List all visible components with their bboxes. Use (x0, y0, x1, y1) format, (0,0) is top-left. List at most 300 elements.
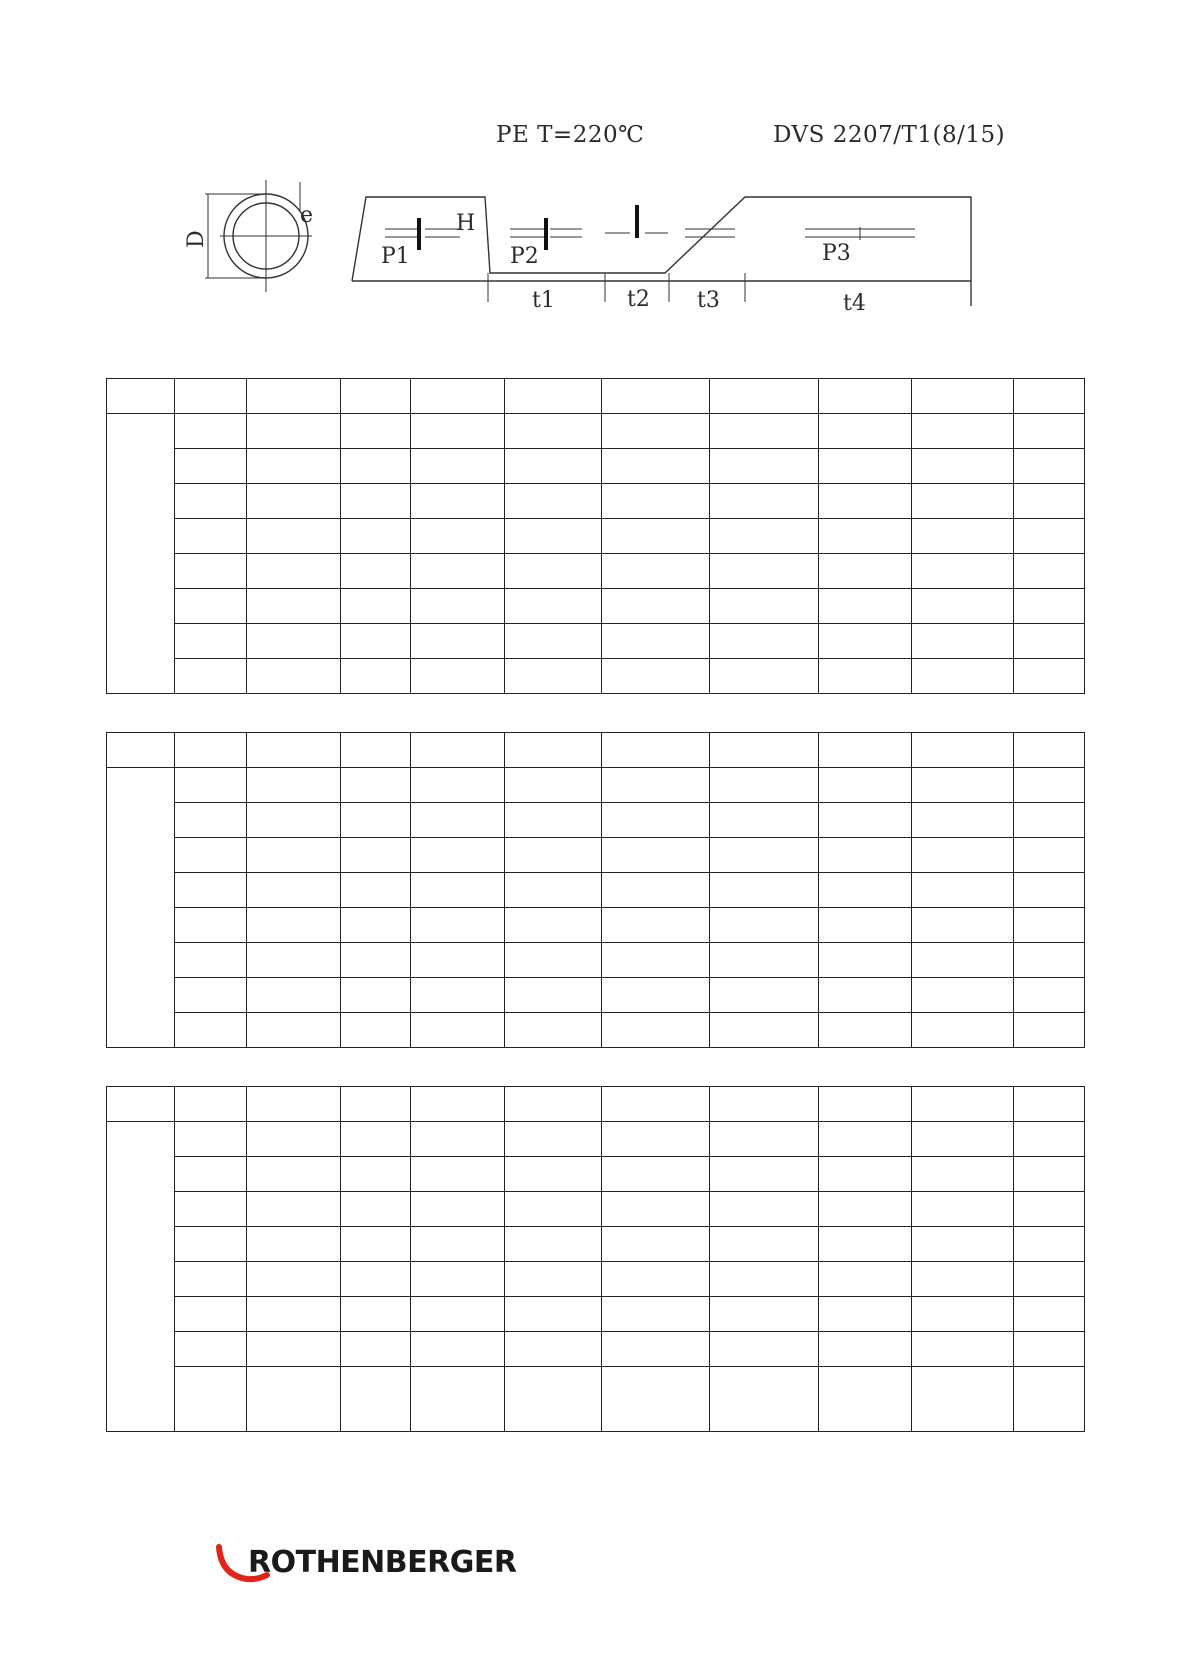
header-cell (912, 379, 1014, 414)
table-cell (602, 414, 710, 449)
header-cell (341, 379, 411, 414)
table-cell (710, 1332, 819, 1367)
t2-label: t2 (627, 287, 650, 312)
table-cell (1014, 589, 1085, 624)
table-cell (1014, 1227, 1085, 1262)
table-cell (175, 978, 247, 1013)
header-cell (710, 379, 819, 414)
table-cell (1014, 519, 1085, 554)
header-cell (107, 1087, 175, 1122)
table-cell (912, 1297, 1014, 1332)
table-row (107, 943, 1085, 978)
table-cell (175, 519, 247, 554)
table-cell (710, 659, 819, 694)
table-cell (1014, 838, 1085, 873)
table-cell (710, 978, 819, 1013)
table-cell (912, 943, 1014, 978)
table-row (107, 1332, 1085, 1367)
table-cell (710, 1122, 819, 1157)
table-cell (175, 624, 247, 659)
welding-diagram (0, 0, 1185, 330)
table-cell (505, 1157, 602, 1192)
table-cell (602, 589, 710, 624)
table-row (107, 589, 1085, 624)
table-cell (411, 1332, 505, 1367)
table-cell (819, 838, 912, 873)
table-cell (1014, 1262, 1085, 1297)
row-group-cell (107, 768, 175, 1048)
table-cell (411, 589, 505, 624)
table-cell (710, 1262, 819, 1297)
table-cell (341, 1013, 411, 1048)
table-cell (602, 1192, 710, 1227)
table-header-row (107, 379, 1085, 414)
table-cell (247, 1332, 341, 1367)
table-cell (710, 768, 819, 803)
table-cell (341, 1227, 411, 1262)
table-cell (819, 873, 912, 908)
table-cell (602, 484, 710, 519)
table-cell (819, 1367, 912, 1432)
table-cell (247, 908, 341, 943)
table-cell (602, 624, 710, 659)
table-cell (505, 943, 602, 978)
header-cell (175, 379, 247, 414)
table-cell (1014, 1297, 1085, 1332)
table-cell (411, 484, 505, 519)
table-cell (247, 519, 341, 554)
header-cell (505, 1087, 602, 1122)
table-cell (1014, 943, 1085, 978)
table-cell (1014, 1192, 1085, 1227)
table-cell (912, 519, 1014, 554)
table-cell (247, 768, 341, 803)
table-cell (175, 1122, 247, 1157)
header-cell (505, 379, 602, 414)
table-cell (710, 1227, 819, 1262)
table-cell (819, 1262, 912, 1297)
table-cell (819, 1227, 912, 1262)
table-cell (710, 554, 819, 589)
table-cell (1014, 659, 1085, 694)
table-row (107, 519, 1085, 554)
table-cell (505, 838, 602, 873)
p2-label: P2 (510, 244, 539, 269)
table-cell (341, 519, 411, 554)
table-cell (341, 1297, 411, 1332)
table-row (107, 624, 1085, 659)
header-cell (175, 1087, 247, 1122)
table-cell (341, 803, 411, 838)
table-cell (341, 484, 411, 519)
table-cell (710, 838, 819, 873)
standard-label: DVS 2207/T1(8/15) (773, 122, 1006, 148)
table-cell (602, 803, 710, 838)
table-cell (819, 1157, 912, 1192)
table-cell (247, 803, 341, 838)
table-cell (912, 1157, 1014, 1192)
header-cell (411, 1087, 505, 1122)
p3-label: P3 (822, 241, 851, 266)
table-cell (247, 1227, 341, 1262)
table-cell (912, 1192, 1014, 1227)
table-cell (1014, 1332, 1085, 1367)
table-cell (411, 768, 505, 803)
table-cell (341, 414, 411, 449)
table-row (107, 1192, 1085, 1227)
table-cell (819, 1122, 912, 1157)
header-cell (602, 733, 710, 768)
table-cell (912, 768, 1014, 803)
table-cell (710, 803, 819, 838)
table-cell (710, 1192, 819, 1227)
table-cell (175, 768, 247, 803)
table-cell (710, 519, 819, 554)
table-row (107, 838, 1085, 873)
table-cell (505, 589, 602, 624)
table-cell (602, 659, 710, 694)
table-row (107, 554, 1085, 589)
table-cell (819, 1297, 912, 1332)
table-cell (1014, 449, 1085, 484)
table-cell (602, 978, 710, 1013)
table-cell (819, 978, 912, 1013)
brand-name: ROTHENBERGER (248, 1545, 517, 1580)
table-cell (912, 1262, 1014, 1297)
table-cell (710, 484, 819, 519)
table-cell (819, 554, 912, 589)
table-cell (819, 803, 912, 838)
table-cell (602, 768, 710, 803)
table-row (107, 1297, 1085, 1332)
header-cell (505, 733, 602, 768)
table-cell (341, 873, 411, 908)
table-cell (411, 1122, 505, 1157)
header-cell (912, 1087, 1014, 1122)
table-cell (710, 943, 819, 978)
table-cell (341, 554, 411, 589)
table-cell (247, 1157, 341, 1192)
table-cell (247, 1122, 341, 1157)
table-cell (819, 1192, 912, 1227)
table-row (107, 1013, 1085, 1048)
table-cell (912, 554, 1014, 589)
table-cell (341, 1122, 411, 1157)
table-cell (411, 1367, 505, 1432)
header-cell (1014, 1087, 1085, 1122)
table-cell (411, 414, 505, 449)
table-cell (175, 873, 247, 908)
table-cell (602, 838, 710, 873)
table-cell (819, 414, 912, 449)
table-cell (819, 908, 912, 943)
table-cell (819, 589, 912, 624)
table-cell (710, 1013, 819, 1048)
table-cell (175, 1157, 247, 1192)
table-cell (411, 624, 505, 659)
header-cell (602, 1087, 710, 1122)
table-row (107, 1367, 1085, 1432)
table-cell (247, 838, 341, 873)
table-cell (1014, 1122, 1085, 1157)
table-cell (819, 624, 912, 659)
header-cell (247, 1087, 341, 1122)
table-cell (505, 624, 602, 659)
table-cell (175, 1227, 247, 1262)
table-cell (247, 978, 341, 1013)
table-cell (411, 1227, 505, 1262)
table-cell (505, 908, 602, 943)
table-cell (1014, 768, 1085, 803)
table-cell (710, 1157, 819, 1192)
table-cell (710, 908, 819, 943)
table-header-row (107, 733, 1085, 768)
table-cell (411, 519, 505, 554)
t1-label: t1 (532, 288, 555, 313)
table-cell (602, 519, 710, 554)
t4-label: t4 (843, 291, 866, 316)
table-cell (411, 449, 505, 484)
table-cell (341, 1192, 411, 1227)
header-cell (247, 379, 341, 414)
table-cell (602, 908, 710, 943)
table-cell (505, 1367, 602, 1432)
table-cell (1014, 414, 1085, 449)
p1-label: P1 (381, 244, 410, 269)
table-cell (411, 803, 505, 838)
table-cell (411, 1157, 505, 1192)
table-cell (175, 589, 247, 624)
table-cell (912, 624, 1014, 659)
table-cell (247, 1262, 341, 1297)
table-cell (341, 1262, 411, 1297)
table-cell (175, 484, 247, 519)
table-cell (1014, 1013, 1085, 1048)
table-cell (341, 768, 411, 803)
table-cell (505, 659, 602, 694)
table-cell (912, 659, 1014, 694)
table-row (107, 908, 1085, 943)
table-cell (505, 1227, 602, 1262)
table-cell (341, 943, 411, 978)
table-cell (247, 414, 341, 449)
table-cell (912, 484, 1014, 519)
table-cell (411, 908, 505, 943)
table-cell (505, 873, 602, 908)
table-cell (602, 1157, 710, 1192)
table-cell (1014, 1157, 1085, 1192)
process-profile (352, 197, 971, 306)
table-row (107, 1227, 1085, 1262)
table-cell (912, 978, 1014, 1013)
table-cell (819, 1332, 912, 1367)
header-cell (107, 379, 175, 414)
table-cell (912, 1013, 1014, 1048)
table-cell (247, 1367, 341, 1432)
table-cell (505, 978, 602, 1013)
table-cell (602, 1332, 710, 1367)
table-cell (1014, 803, 1085, 838)
table-row (107, 484, 1085, 519)
table-cell (1014, 978, 1085, 1013)
table-cell (1014, 554, 1085, 589)
table-cell (341, 978, 411, 1013)
table-cell (341, 1332, 411, 1367)
header-cell (912, 733, 1014, 768)
table-cell (912, 838, 1014, 873)
table-row (107, 1157, 1085, 1192)
table-cell (247, 484, 341, 519)
table-cell (411, 978, 505, 1013)
parameter-table-2 (106, 732, 1085, 1048)
header-cell (602, 379, 710, 414)
table-cell (1014, 484, 1085, 519)
table-cell (505, 1297, 602, 1332)
table-cell (411, 1262, 505, 1297)
table-cell (912, 873, 1014, 908)
header-cell (819, 733, 912, 768)
table-cell (175, 554, 247, 589)
table-cell (1014, 1367, 1085, 1432)
table-cell (602, 1367, 710, 1432)
table-cell (819, 943, 912, 978)
table-cell (602, 1122, 710, 1157)
table-cell (411, 554, 505, 589)
table-cell (247, 624, 341, 659)
table-cell (1014, 908, 1085, 943)
row-group-cell (107, 1122, 175, 1432)
header-cell (819, 1087, 912, 1122)
table-cell (505, 449, 602, 484)
table-cell (505, 484, 602, 519)
table-cell (341, 838, 411, 873)
table-cell (247, 554, 341, 589)
table-cell (411, 873, 505, 908)
table-cell (175, 414, 247, 449)
table-cell (411, 659, 505, 694)
table-cell (505, 414, 602, 449)
table-cell (341, 1157, 411, 1192)
table-cell (710, 1297, 819, 1332)
table-cell (912, 1367, 1014, 1432)
table-cell (710, 414, 819, 449)
table-cell (175, 1013, 247, 1048)
table-cell (411, 1192, 505, 1227)
header-cell (411, 379, 505, 414)
table-cell (247, 943, 341, 978)
table-cell (819, 484, 912, 519)
table-cell (175, 908, 247, 943)
header-cell (247, 733, 341, 768)
table-cell (602, 554, 710, 589)
table-cell (912, 589, 1014, 624)
table-cell (602, 1013, 710, 1048)
table-cell (505, 554, 602, 589)
table-cell (505, 1013, 602, 1048)
table-cell (912, 908, 1014, 943)
table-cell (247, 589, 341, 624)
table-cell (175, 1332, 247, 1367)
table-cell (341, 624, 411, 659)
table-row (107, 414, 1085, 449)
table-cell (505, 768, 602, 803)
table-cell (912, 449, 1014, 484)
table-cell (505, 1122, 602, 1157)
wall-label: e (300, 203, 314, 228)
table-cell (710, 624, 819, 659)
table-cell (1014, 624, 1085, 659)
table-cell (247, 1192, 341, 1227)
table-cell (710, 873, 819, 908)
table-cell (505, 1192, 602, 1227)
parameter-table-3 (106, 1086, 1085, 1432)
diameter-label: D (184, 230, 209, 248)
header-cell (341, 733, 411, 768)
table-cell (912, 1227, 1014, 1262)
table-cell (175, 1192, 247, 1227)
table-cell (175, 943, 247, 978)
table-row (107, 978, 1085, 1013)
table-row (107, 1262, 1085, 1297)
table-cell (912, 1122, 1014, 1157)
header-cell (1014, 379, 1085, 414)
table-cell (505, 1262, 602, 1297)
pipe-cross-section (205, 180, 312, 292)
table-cell (341, 659, 411, 694)
table-row (107, 1122, 1085, 1157)
header-cell (710, 733, 819, 768)
table-cell (819, 768, 912, 803)
table-row (107, 768, 1085, 803)
table-cell (912, 803, 1014, 838)
table-cell (411, 838, 505, 873)
table-cell (505, 1332, 602, 1367)
table-cell (175, 803, 247, 838)
table-cell (341, 449, 411, 484)
table-cell (175, 838, 247, 873)
table-cell (341, 908, 411, 943)
table-cell (602, 449, 710, 484)
table-row (107, 659, 1085, 694)
header-cell (710, 1087, 819, 1122)
table-cell (505, 519, 602, 554)
table-cell (602, 873, 710, 908)
table-cell (602, 1262, 710, 1297)
table-cell (819, 519, 912, 554)
table-cell (411, 1297, 505, 1332)
table-cell (175, 1262, 247, 1297)
bead-label: H (456, 211, 476, 236)
table-cell (819, 449, 912, 484)
table-cell (710, 1367, 819, 1432)
table-cell (175, 1297, 247, 1332)
table-cell (411, 1013, 505, 1048)
table-cell (341, 589, 411, 624)
table-cell (175, 1367, 247, 1432)
table-cell (602, 1227, 710, 1262)
table-cell (819, 1013, 912, 1048)
table-cell (505, 803, 602, 838)
header-cell (107, 733, 175, 768)
table-cell (912, 1332, 1014, 1367)
table-cell (247, 1297, 341, 1332)
table-row (107, 803, 1085, 838)
header-cell (1014, 733, 1085, 768)
table-cell (602, 1297, 710, 1332)
table-cell (602, 943, 710, 978)
table-cell (175, 449, 247, 484)
table-cell (710, 449, 819, 484)
